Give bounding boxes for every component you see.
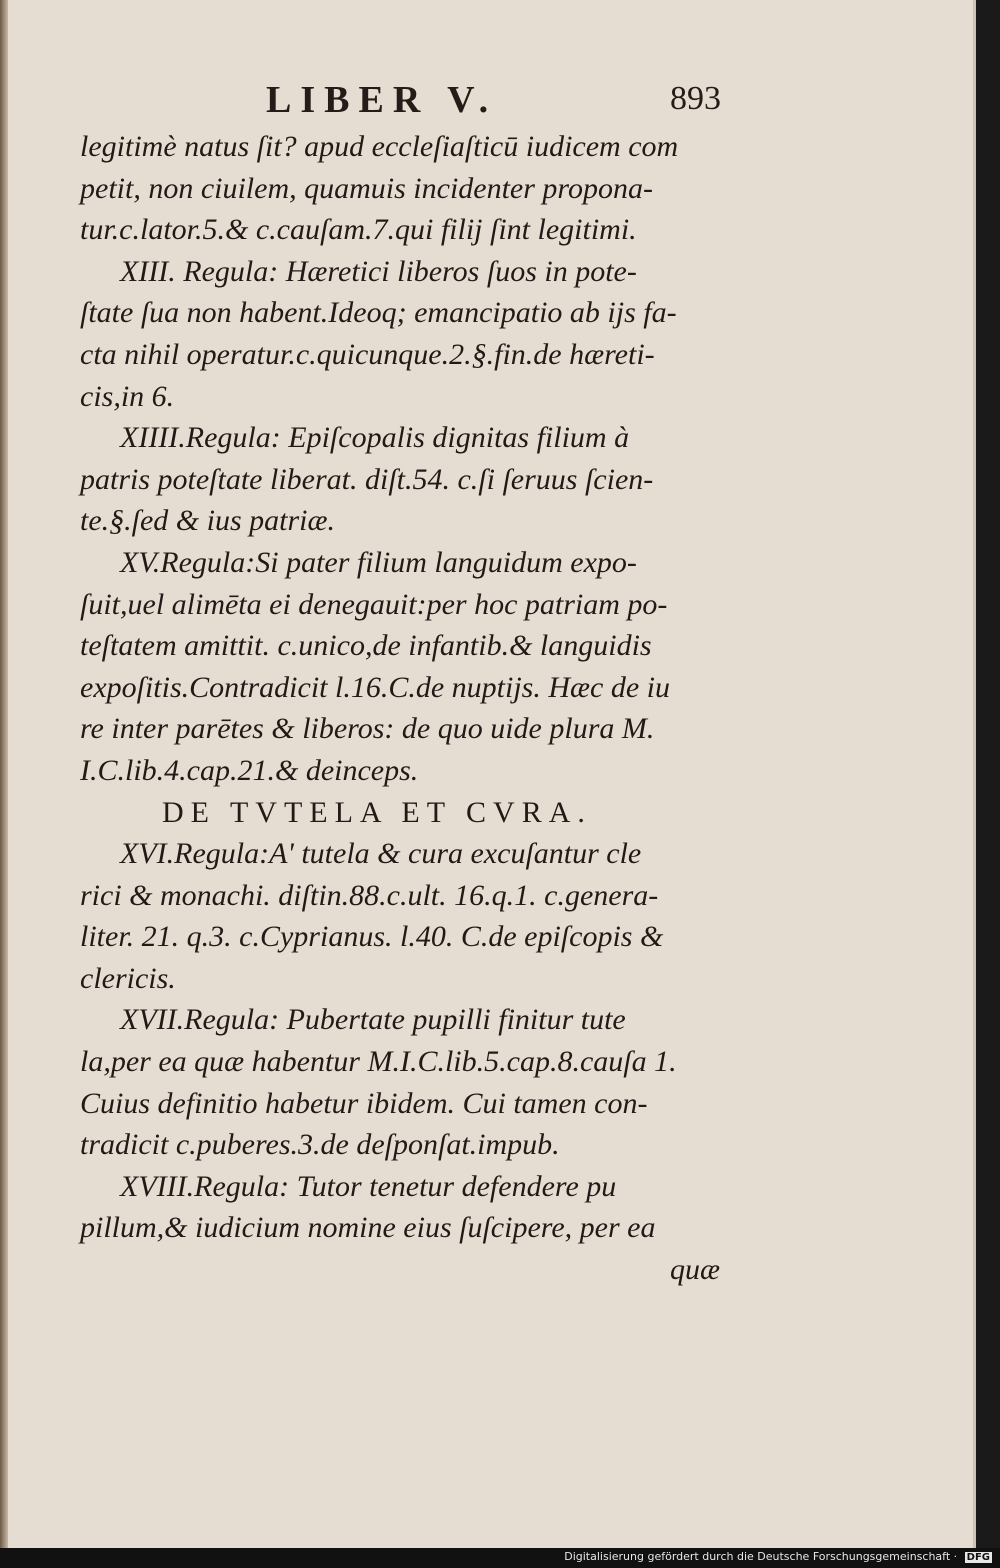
text-line: ſuit,uel alimēta ei denegauit:per hoc patriam po- [80,587,668,621]
text-line: XIII. Regula: Hæretici liberos ſuos in pote- [120,254,637,288]
text-line: legitimè natus ſit? apud eccleſiaſticū iudicem com [80,130,679,163]
text-line: tradicit c.puberes.3.de deſponſat.impub. [80,1128,560,1162]
dfg-logo: DFG [966,1552,990,1563]
text-line: liter. 21. q.3. c.Cyprianus. l.40. C.de epiſcopis & [80,920,664,954]
funding-credit [564,1550,992,1563]
text-line: teſtatem amittit. c.unico,de infantib.& languidis [80,629,652,663]
text-line: pillum,& iudicium nomine eius ſuſcipere, per ea [80,1211,656,1245]
text-line: XVII.Regula: Pubertate pupilli finitur tute [120,1003,626,1037]
text-line: Cuius definitio habetur ibidem. Cui tamen con- [80,1086,648,1120]
page-spine-edge [0,0,8,1548]
body-text [80,126,730,1291]
funding-credit-text: Digitalisierung gefördert durch die Deutsche Forschungsgemeinschaft · [564,1550,958,1563]
text-line: ſtate ſua non habent.Ideoq; emancipatio ab ijs fa- [80,296,677,330]
text-line: tur.c.lator.5.& c.cauſam.7.qui filij ſint legitimi. [80,213,637,247]
text-line: te.§.ſed & ius patriæ. [80,504,335,538]
text-line: petit, non ciuilem, quamuis incidenter proponа- [80,171,653,205]
catchword: quæ [669,1253,720,1287]
folio-number: 893 [670,80,721,117]
text-line: XVIII.Regula: Tutor tenetur defendere pu [120,1169,617,1203]
text-line: expoſitis.Contradicit l.16.C.de nuptijs. Hæc de iu [80,670,670,704]
page-header [0,78,976,128]
text-line: XIIII.Regula: Epiſcopalis dignitas filium à [120,421,630,455]
text-line: patris poteſtate liberat. diſt.54. c.ſi ſeruus ſcien- [80,462,654,496]
running-title: LIBER V. [266,79,498,121]
text-line: I.C.lib.4.cap.21.& deinceps. [80,753,419,787]
text-line: cta nihil operatur.c.quicunque.2.§.fin.de hæreti- [80,337,655,371]
section-heading: DE TVTELA ET CVRA. [162,795,592,829]
text-line: rici & monachi. diſtin.88.c.ult. 16.q.1. c.generа- [80,878,659,912]
text-line: la,per ea quæ habentur M.I.C.lib.5.cap.8.cauſa 1. [80,1045,677,1079]
text-line: clericis. [80,961,176,995]
text-line: XV.Regula:Si pater filium languidum expo- [120,545,637,579]
text-line: cis,in 6. [80,379,175,413]
text-line: re inter parētes & liberos: de quo uide plura M. [80,712,655,746]
digitization-footer [0,1548,1000,1568]
text-line: XVI.Regula:A' tutela & cura excuſantur cle [120,837,642,871]
